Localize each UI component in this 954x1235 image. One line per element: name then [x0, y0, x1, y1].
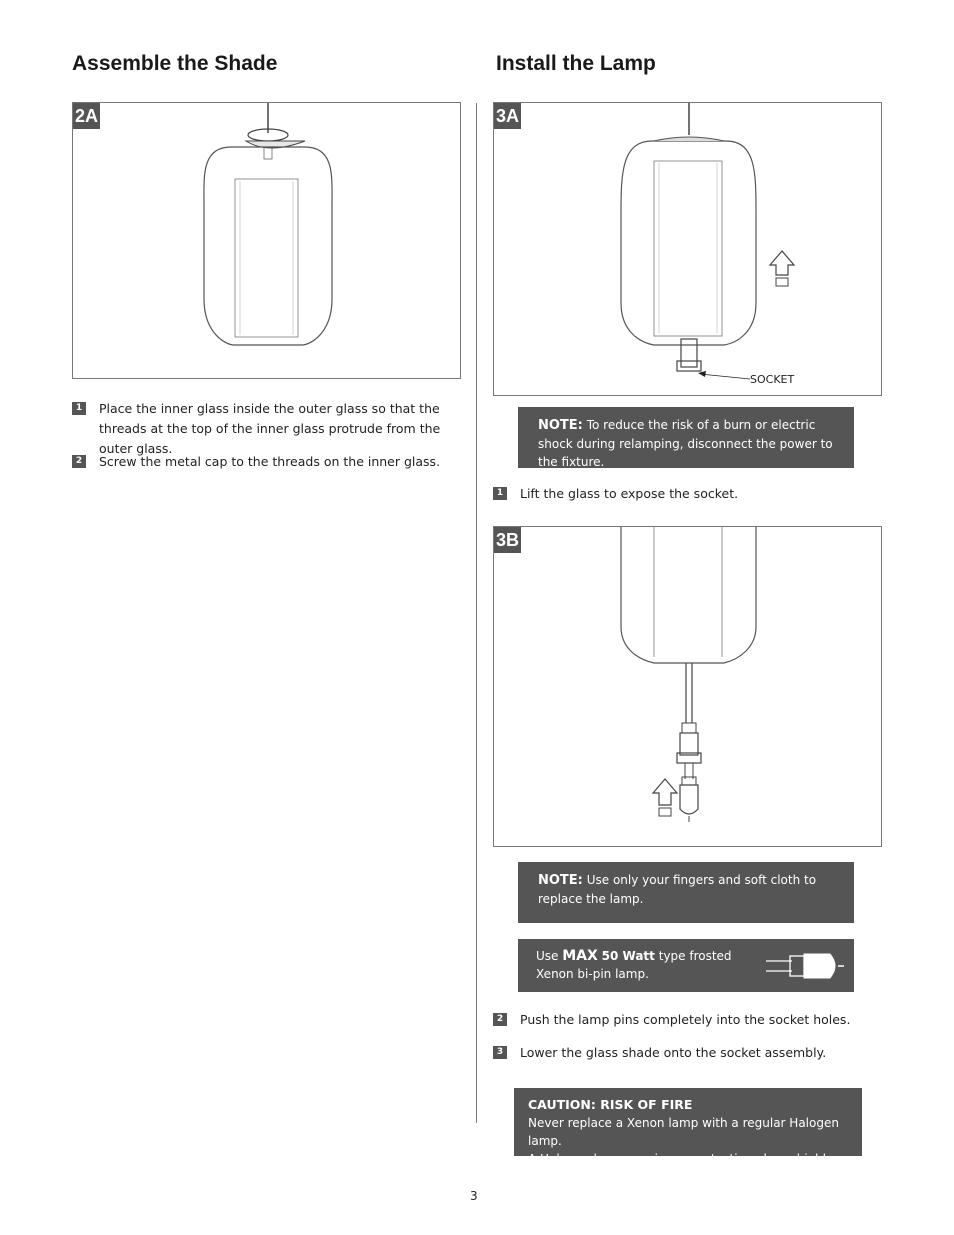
- note-label: NOTE:: [538, 418, 583, 433]
- figure-2a-illustration: [73, 103, 460, 378]
- lamp-watt-label: 50 Watt: [601, 949, 655, 963]
- step-1-left: [72, 399, 462, 456]
- note-fingers: [518, 862, 854, 923]
- page-number: 3: [470, 1189, 478, 1203]
- note-relamping: [518, 407, 854, 468]
- lamp-type-text-2: Xenon bi-pin lamp.: [536, 967, 649, 981]
- caution-line-2: A Halogen lamp requires a protective glass shield.: [528, 1152, 830, 1166]
- step-2-left: [72, 452, 462, 474]
- bipin-lamp-icon: [762, 949, 852, 983]
- lamp-type-text: type frosted: [658, 949, 732, 963]
- note-max-watt: [518, 939, 854, 992]
- step-number: 1: [493, 487, 507, 500]
- figure-3b: [493, 526, 882, 847]
- figure-3a-illustration: [494, 103, 881, 395]
- step-number: 3: [493, 1046, 507, 1059]
- lamp-max-label: MAX: [562, 948, 598, 964]
- figure-3b-illustration: [494, 527, 881, 846]
- caution-title: CAUTION: RISK OF FIRE: [528, 1097, 693, 1112]
- step-text: Push the lamp pins completely into the socket holes.: [520, 1012, 851, 1027]
- step-text: Place the inner glass inside the outer glass so that the threads at the top of the inner glass protrude from the outer glass.: [99, 401, 441, 456]
- step-text: Lift the glass to expose the socket.: [520, 486, 739, 501]
- note-label: NOTE:: [538, 873, 583, 888]
- step-number: 1: [72, 402, 86, 415]
- socket-label: SOCKET: [750, 373, 795, 386]
- caution-line-1: Never replace a Xenon lamp with a regular Halogen lamp.: [528, 1116, 839, 1148]
- figure-2a: [72, 102, 461, 379]
- step-number: 2: [72, 455, 86, 468]
- section-title-install-lamp: Install the Lamp: [496, 52, 656, 75]
- step-text: Lower the glass shade onto the socket assembly.: [520, 1045, 827, 1060]
- note-text: To reduce the risk of a burn or electric shock during relamping, disconnect the power to the fixture.: [538, 418, 833, 469]
- column-divider: [476, 103, 477, 1123]
- figure-2a-tag: 2A: [73, 103, 100, 129]
- figure-3a-tag: 3A: [494, 103, 521, 129]
- step-3-right: [493, 1043, 883, 1065]
- step-text: Screw the metal cap to the threads on the inner glass.: [99, 454, 441, 469]
- note-text: Use only your fingers and soft cloth to replace the lamp.: [538, 873, 817, 906]
- lamp-use-text: Use: [536, 949, 559, 963]
- section-title-assemble-shade: Assemble the Shade: [72, 52, 278, 75]
- step-2-right: [493, 1010, 883, 1032]
- figure-3a: [493, 102, 882, 396]
- caution-box: [514, 1088, 862, 1166]
- step-1-right: [493, 484, 883, 506]
- figure-3b-tag: 3B: [494, 527, 521, 553]
- step-number: 2: [493, 1013, 507, 1026]
